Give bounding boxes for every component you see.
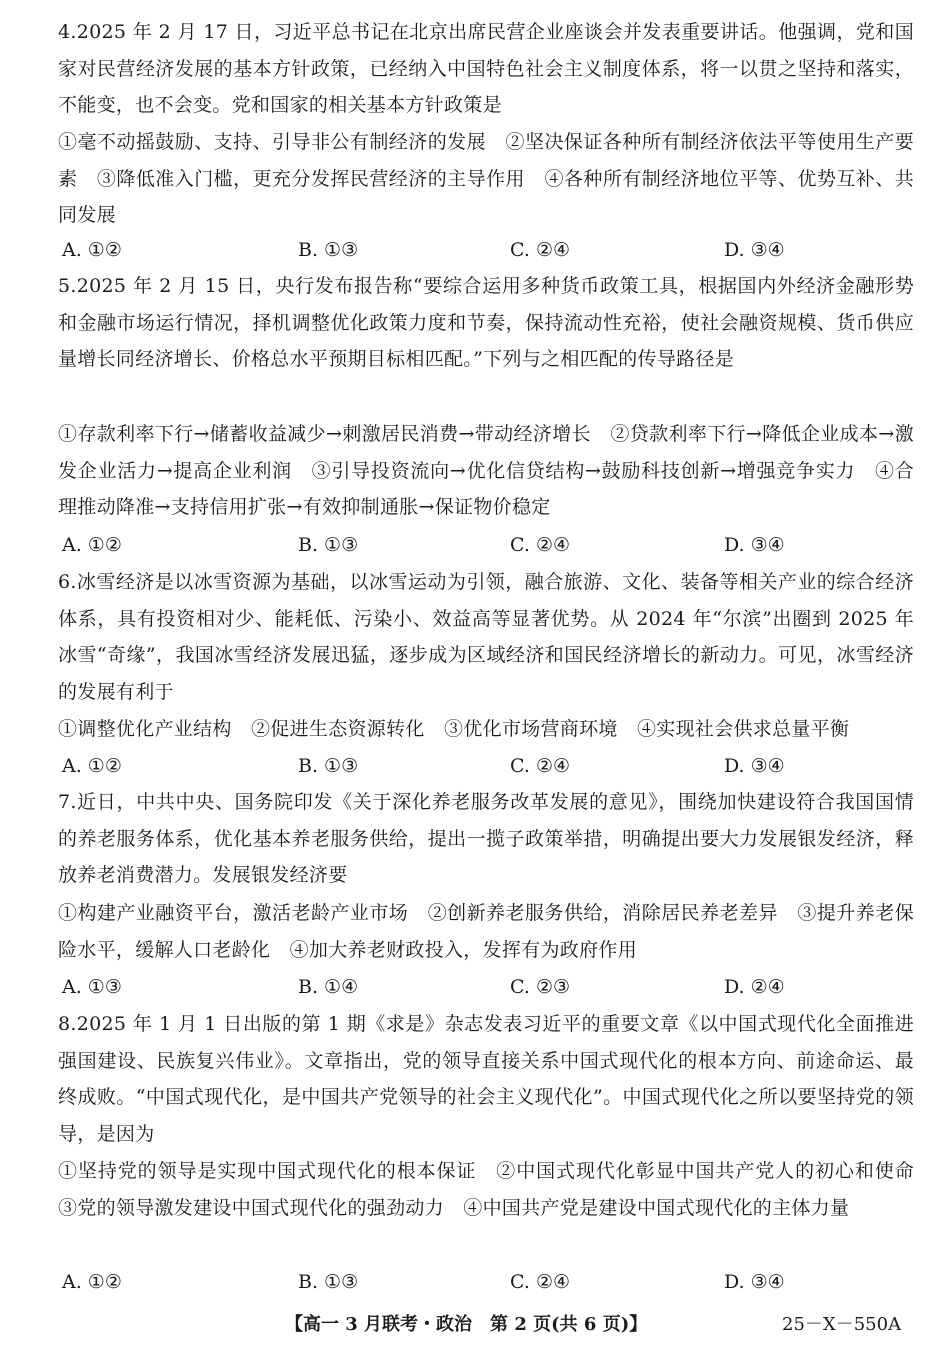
option-c: C. ②④ xyxy=(510,1271,571,1293)
option-a: A. ①② xyxy=(62,239,122,261)
question-6-options xyxy=(62,748,902,784)
question-6-items: ①调整优化产业结构 ②促进生态资源转化 ③优化市场营商环境 ④实现社会供求总量平衡 xyxy=(58,718,850,740)
option-b: B. ①③ xyxy=(298,1271,359,1293)
question-6-stem: 6.冰雪经济是以冰雪资源为基础，以冰雪运动为引领，融合旅游、文化、装备等相关产业的综合经济体系，具有投资相对少、能耗低、污染小、效益高等显著优势。从 2024 年“尔滨”出圈到 2025 年冰雪“奇缘”，我国冰雪经济发展迅猛，逐步成为区域经济和国民经济增长的新动力。可见，冰雪经济的发展有利于 xyxy=(58,571,914,703)
question-8-stem: 8.2025 年 1 月 1 日出版的第 1 期《求是》杂志发表习近平的重要文章《以中国式现代化全面推进强国建设、民族复兴伟业》。文章指出，党的领导直接关系中国式现代化的根本方向、前途命运、最终成败。“中国式现代化，是中国共产党领导的社会主义现代化”。中国式现代化之所以要坚持党的领导，是因为 xyxy=(58,1013,914,1145)
option-d: D. ③④ xyxy=(724,239,785,261)
option-d: D. ③④ xyxy=(724,755,785,777)
question-7-items: ①构建产业融资平台，激活老龄产业市场 ②创新养老服务供给，消除居民养老差异 ③提升养老保险水平，缓解人口老龄化 ④加大养老财政投入，发挥有为政府作用 xyxy=(58,902,914,961)
question-4-stem: 4.2025 年 2 月 17 日，习近平总书记在北京出席民营企业座谈会并发表重要讲话。他强调，党和国家对民营经济发展的基本方针政策，已经纳入中国特色社会主义制度体系，将一以贯之坚持和落实，不能变，也不会变。党和国家的相关基本方针政策是 xyxy=(58,21,914,117)
option-a: A. ①② xyxy=(62,1271,122,1293)
question-7-options xyxy=(62,969,902,1005)
question-4-items: ①毫不动摇鼓励、支持、引导非公有制经济的发展 ②坚决保证各种所有制经济依法平等使用生产要素 ③降低准入门槛，更充分发挥民营经济的主导作用 ④各种所有制经济地位平等、优势互补、共同发展 xyxy=(58,131,914,227)
question-5-items: ①存款利率下行→储蓄收益减少→刺激居民消费→带动经济增长 ②贷款利率下行→降低企业成本→激发企业活力→提高企业利润 ③引导投资流向→优化信贷结构→鼓励科技创新→增强竞争实力 ④合理推动降准→支持信用扩张→有效抑制通胀→保证物价稳定 xyxy=(58,423,914,519)
footer-exam-code: 25－X－550A xyxy=(782,1314,902,1335)
option-a: A. ①② xyxy=(62,534,122,556)
option-a: A. ①③ xyxy=(62,976,122,998)
question-7-stem: 7.近日，中共中央、国务院印发《关于深化养老服务改革发展的意见》，围绕加快建设符合我国国情的养老服务体系，优化基本养老服务供给，提出一揽子政策举措，明确提出要大力发展银发经济，释放养老消费潜力。发展银发经济要 xyxy=(58,791,914,887)
option-b: B. ①③ xyxy=(298,755,359,777)
option-b: B. ①③ xyxy=(298,534,359,556)
question-5-stem: 5.2025 年 2 月 15 日，央行发布报告称“要综合运用多种货币政策工具，根据国内外经济金融形势和金融市场运行情况，择机调整优化政策力度和节奏，保持流动性充裕，使社会融资规模、货币供应量增长同经济增长、价格总水平预期目标相匹配。”下列与之相匹配的传导路径是 xyxy=(58,275,914,371)
option-c: C. ②④ xyxy=(510,239,571,261)
question-8-items: ①坚持党的领导是实现中国式现代化的根本保证 ②中国式现代化彰显中国共产党人的初心和使命 ③党的领导激发建设中国式现代化的强劲动力 ④中国共产党是建设中国式现代化的主体力量 xyxy=(58,1160,934,1219)
page-footer xyxy=(0,1310,950,1340)
footer-page-info: 【高一 3 月联考・政治 第 2 页(共 6 页)】 xyxy=(285,1314,648,1335)
option-d: D. ③④ xyxy=(724,1271,785,1293)
option-c: C. ②③ xyxy=(510,976,571,998)
option-c: C. ②④ xyxy=(510,534,571,556)
option-c: C. ②④ xyxy=(510,755,571,777)
option-d: D. ②④ xyxy=(724,976,785,998)
question-8-options xyxy=(62,1264,902,1300)
option-b: B. ①④ xyxy=(298,976,359,998)
option-a: A. ①② xyxy=(62,755,122,777)
option-d: D. ③④ xyxy=(724,534,785,556)
question-4-options xyxy=(62,232,902,268)
question-5-options xyxy=(62,527,902,563)
option-b: B. ①③ xyxy=(298,239,359,261)
